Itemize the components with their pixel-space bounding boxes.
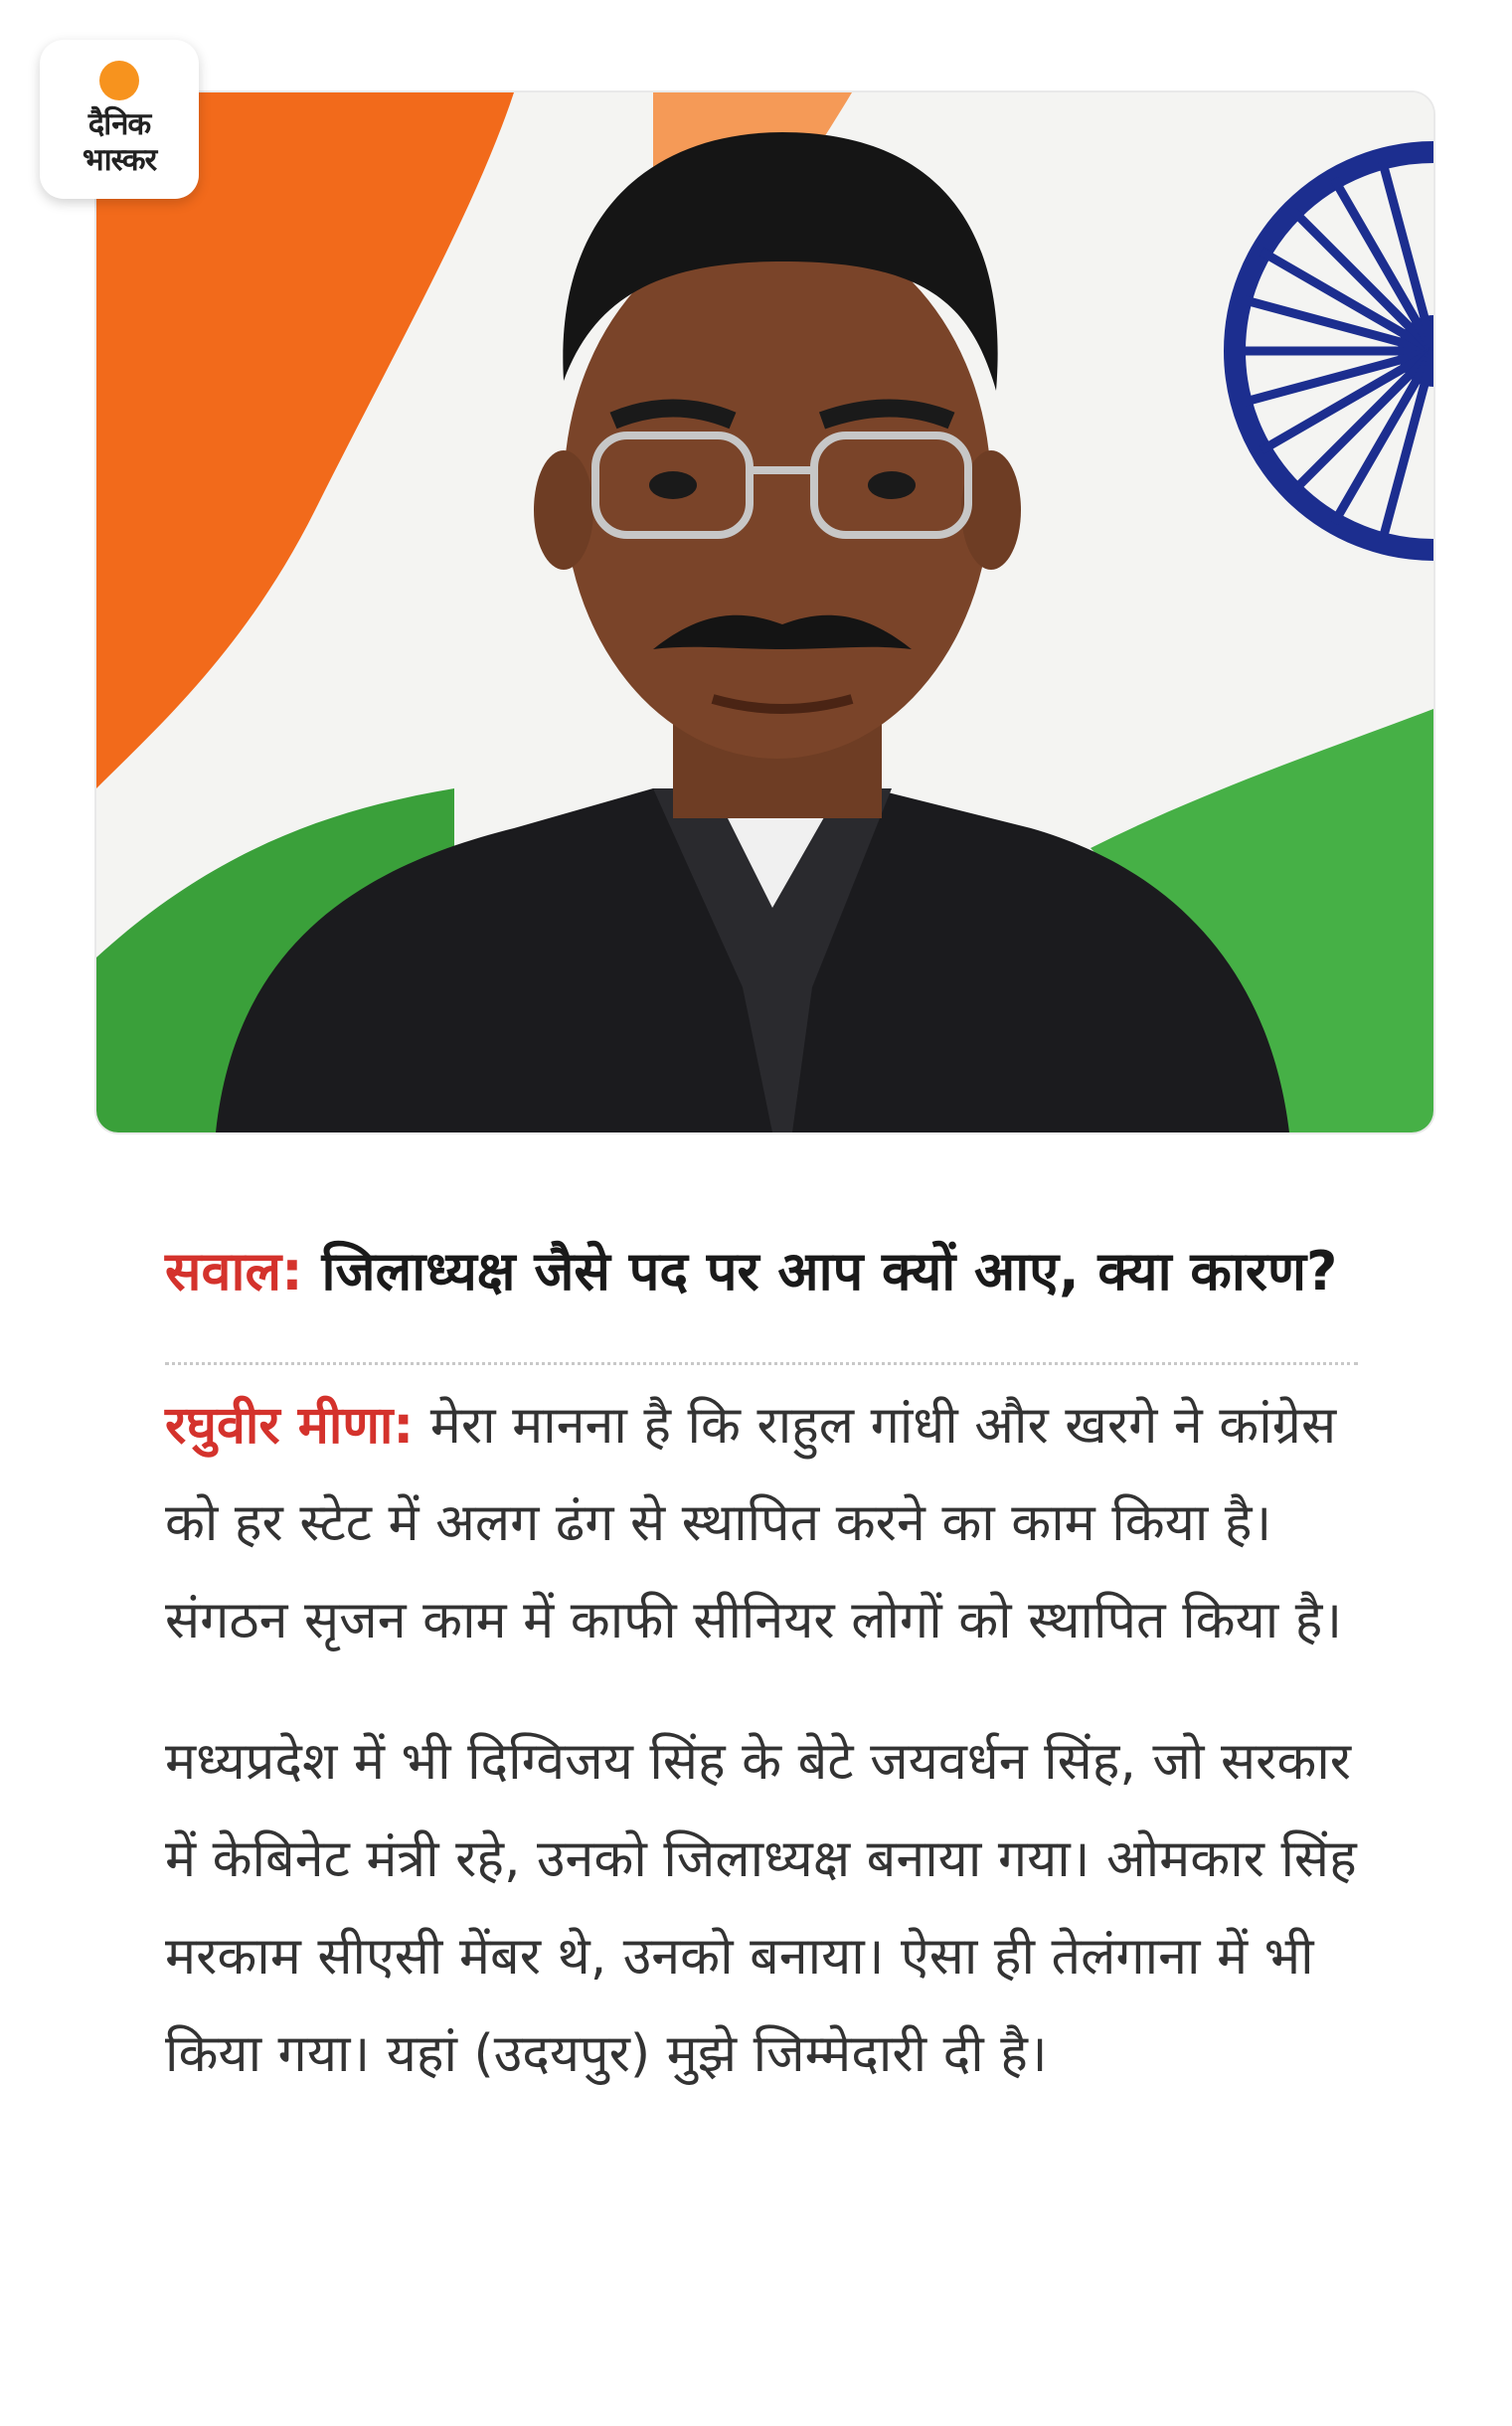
logo-text-line1: दैनिक — [87, 106, 151, 142]
dainik-bhaskar-logo[interactable] — [40, 40, 199, 199]
answer-text: मेरा मानना है कि राहुल गांधी और खरगे ने कांग्रेस को हर स्टेट में अलग ढंग से स्थापित करने का काम किया है। संगठन सृजन काम में काफी सीनियर लोगों को स्थापित किया है। — [165, 1396, 1343, 1650]
question-text: जिलाध्यक्ष जैसे पद पर आप क्यों आए, क्या कारण? — [302, 1240, 1338, 1302]
answer-speaker: रघुवीर मीणा: — [165, 1396, 415, 1456]
question-label: सवाल: — [165, 1240, 303, 1302]
question — [165, 1223, 1358, 1320]
logo-text-line2: भास्कर — [82, 142, 157, 178]
divider — [165, 1362, 1358, 1365]
answer-paragraph — [165, 1377, 1358, 1669]
article-body — [165, 1223, 1358, 2103]
sun-icon — [99, 61, 139, 100]
answer-paragraph-2: मध्यप्रदेश में भी दिग्विजय सिंह के बेटे जयवर्धन सिंह, जो सरकार में केबिनेट मंत्री रहे, उनको जिलाध्यक्ष बनाया गया। ओमकार सिंह मरकाम सीएसी मेंबर थे, उनको बनाया। ऐसा ही तेलंगाना में भी किया गया। यहां (उदयपुर) मुझे जिम्मेदारी दी है। — [165, 1732, 1357, 2084]
portrait-illustration — [96, 92, 1433, 1132]
portrait-photo — [96, 92, 1433, 1132]
